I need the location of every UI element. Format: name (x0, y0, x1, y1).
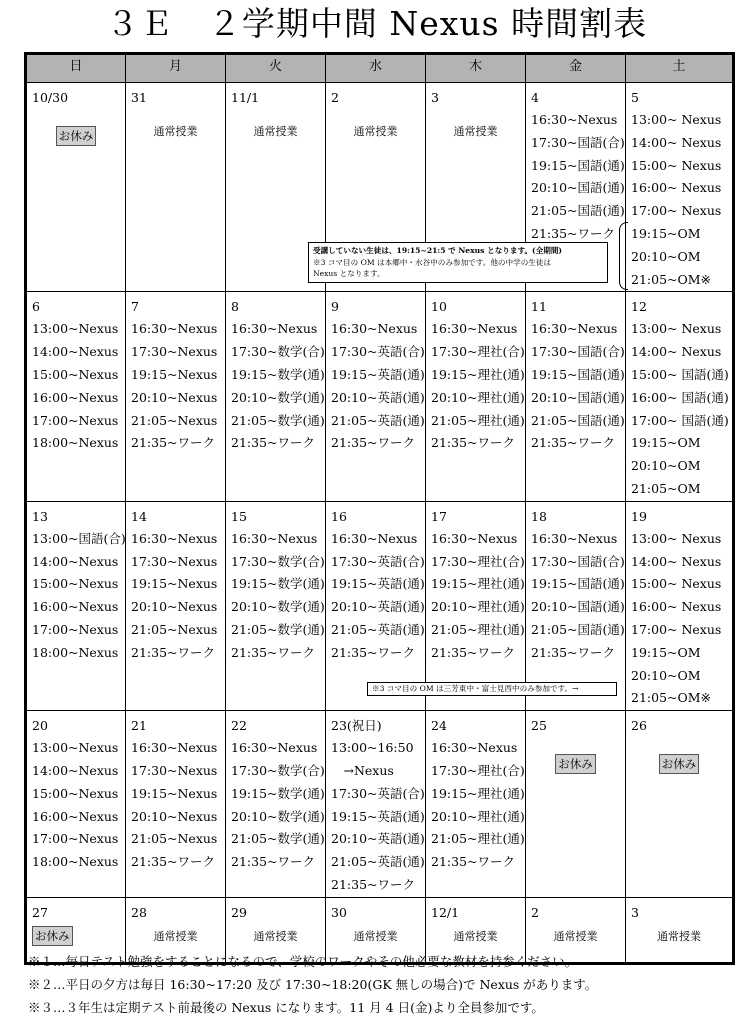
weekday-sun: 日 (26, 54, 126, 83)
schedule-entry: 21:05~Nexus (131, 412, 218, 428)
schedule-entry: 17:30~理社(合) (431, 553, 525, 569)
schedule-entry: 16:30~Nexus (231, 740, 318, 756)
day-cell (226, 711, 326, 898)
schedule-entry: 19:15~Nexus (131, 366, 218, 382)
day-cell (326, 501, 426, 710)
day-date: 22 (231, 718, 247, 734)
day-date: 30 (331, 904, 347, 920)
schedule-entry: 14:00~Nexus (32, 762, 119, 778)
normal-class-label: 通常授業 (553, 929, 598, 943)
normal-class-label: 通常授業 (153, 929, 198, 943)
schedule-entry: 13:00~ Nexus (631, 112, 722, 127)
day-cell (626, 711, 734, 898)
day-cell (626, 292, 734, 501)
schedule-entry: 19:15~Nexus (131, 576, 218, 592)
page-title: ３Ｅ ２学期中間 Nexus 時間割表 (105, 4, 648, 43)
schedule-entry: 19:15~Nexus (131, 785, 218, 801)
schedule-entry: 20:10~英語(通) (331, 831, 425, 847)
schedule-entry: 16:30~Nexus (131, 321, 218, 337)
day-cell (226, 292, 326, 501)
schedule-entry: 15:00~ 国語(通) (631, 366, 729, 382)
schedule-entry: →Nexus (331, 762, 394, 778)
day-date: 28 (131, 904, 147, 920)
om-bracket (619, 222, 628, 290)
day-date: 19 (631, 508, 647, 524)
schedule-entry: 20:10~数学(通) (231, 808, 325, 824)
schedule-entry: 21:35~ワーク (331, 644, 415, 660)
schedule-entry: 19:15~理社(通) (431, 366, 525, 382)
schedule-entry: 13:00~Nexus (32, 740, 119, 756)
weekday-thu: 木 (426, 54, 526, 83)
schedule-entry: 21:35~ワーク (331, 435, 415, 451)
schedule-entry: 18:00~Nexus (32, 644, 119, 660)
day-date: 2 (331, 90, 339, 105)
normal-class-label: 通常授業 (353, 929, 398, 943)
schedule-entry: 16:30~Nexus (131, 740, 218, 756)
schedule-entry: 21:05~OM (631, 480, 701, 496)
schedule-entry: 16:30~Nexus (531, 321, 618, 337)
schedule-entry: 17:30~国語(合) (531, 134, 625, 150)
schedule-entry: 14:00~Nexus (32, 344, 119, 360)
schedule-entry: 14:00~ Nexus (631, 344, 722, 360)
schedule-entry: 20:10~国語(通) (531, 389, 625, 405)
normal-class-label: 通常授業 (453, 929, 498, 943)
schedule-entry: 16:00~ Nexus (631, 599, 722, 615)
day-date: 15 (231, 508, 247, 524)
schedule-entry: 17:30~英語(合) (331, 344, 425, 360)
schedule-entry: 16:30~Nexus (531, 112, 618, 127)
day-date: 27 (32, 904, 48, 920)
day-date: 9 (331, 299, 339, 315)
day-cell (126, 83, 226, 292)
day-date: 21 (131, 718, 147, 734)
weekday-mon: 月 (126, 54, 226, 83)
day-cell (426, 501, 526, 710)
normal-class-label: 通常授業 (153, 125, 198, 138)
schedule-entry: 16:30~Nexus (431, 530, 518, 546)
schedule-entry: 13:00~ Nexus (631, 321, 722, 337)
schedule-entry: 16:30~Nexus (431, 740, 518, 756)
day-cell (26, 83, 126, 292)
day-cell (326, 711, 426, 898)
schedule-entry: 16:30~Nexus (131, 530, 218, 546)
day-date: 13 (32, 508, 48, 524)
footnote-1: ※１…毎日テスト勉強をすることになるので、学校のワークやその他必要な教材を持参ください。 (28, 954, 578, 969)
schedule-entry: 21:35~ワーク (131, 644, 215, 660)
schedule-entry: 17:30~数学(合) (231, 344, 325, 360)
schedule-entry: 21:35~ワーク (331, 876, 415, 892)
day-cell (426, 711, 526, 898)
schedule-entry: 21:35~ワーク (531, 644, 615, 660)
schedule-entry: 13:00~国語(合) (32, 530, 126, 546)
day-cell (626, 501, 734, 710)
schedule-entry: 21:35~ワーク (231, 644, 315, 660)
schedule-entry: 20:10~数学(通) (231, 599, 325, 615)
schedule-entry: 13:00~Nexus (32, 321, 119, 337)
timetable (24, 52, 735, 965)
schedule-entry: 21:05~OM※ (631, 271, 712, 287)
day-date: 10 (431, 299, 447, 315)
schedule-entry: 17:30~Nexus (131, 553, 218, 569)
schedule-entry: 17:30~数学(合) (231, 762, 325, 778)
schedule-entry: 19:15~英語(通) (331, 576, 425, 592)
week-row (26, 711, 734, 898)
schedule-entry: 21:35~ワーク (131, 435, 215, 451)
day-date: 3 (631, 904, 639, 920)
schedule-entry: 21:35~ワーク (131, 854, 215, 870)
schedule-entry: 21:05~数学(通) (231, 412, 325, 428)
schedule-entry: 19:15~OM (631, 644, 701, 660)
schedule-entry: 21:05~国語(通) (531, 412, 625, 428)
day-date: 7 (131, 299, 139, 315)
day-date: 4 (531, 90, 539, 105)
footnote-3: ※３…３年生は定期テスト前最後の Nexus になります。11 月 4 日(金)より全員参加です。 (28, 1000, 544, 1015)
schedule-entry: 16:00~Nexus (32, 389, 119, 405)
schedule-entry: 19:15~国語(通) (531, 157, 625, 173)
schedule-entry: 21:35~ワーク (431, 854, 515, 870)
day-date: 5 (631, 90, 639, 105)
schedule-entry: 19:15~国語(通) (531, 366, 625, 382)
schedule-entry: 20:10~国語(通) (531, 599, 625, 615)
schedule-entry: 21:05~理社(通) (431, 831, 525, 847)
schedule-entry: 17:30~数学(合) (231, 553, 325, 569)
day-date: 20 (32, 718, 48, 734)
schedule-entry: 13:00~16:50 (331, 740, 414, 756)
schedule-entry: 21:05~英語(通) (331, 621, 425, 637)
schedule-entry: 18:00~Nexus (32, 435, 119, 451)
schedule-entry: 21:05~英語(通) (331, 412, 425, 428)
day-date: 23(祝日) (331, 718, 382, 734)
schedule-entry: 20:10~英語(通) (331, 599, 425, 615)
schedule-entry: 21:05~数学(通) (231, 621, 325, 637)
schedule-entry: 21:05~数学(通) (231, 831, 325, 847)
day-date: 16 (331, 508, 347, 524)
schedule-entry: 21:05~国語(通) (531, 621, 625, 637)
schedule-entry: 21:05~Nexus (131, 621, 218, 637)
day-date: 24 (431, 718, 447, 734)
schedule-entry: 19:15~理社(通) (431, 576, 525, 592)
weekday-tue: 火 (226, 54, 326, 83)
schedule-entry: 15:00~ Nexus (631, 576, 722, 592)
day-date: 11 (531, 299, 547, 315)
schedule-entry: 17:30~理社(合) (431, 344, 525, 360)
schedule-entry: 17:30~国語(合) (531, 344, 625, 360)
note-week1-line2: ※3 コマ目の OM は本郷中・水谷中のみ参加です。他の中学の生徒は (313, 257, 552, 267)
weekday-fri: 金 (526, 54, 626, 83)
note-week1-line1: 受講していない生徒は、19:15~21:5 で Nexus となります。(全期間) (313, 246, 563, 255)
day-cell (26, 711, 126, 898)
schedule-entry: 19:15~OM (631, 435, 701, 451)
schedule-entry: 20:10~OM (631, 248, 701, 264)
schedule-entry: 14:00~ Nexus (631, 134, 722, 150)
weekday-sat: 土 (626, 54, 734, 83)
day-date: 31 (131, 90, 147, 105)
day-cell (526, 711, 626, 898)
schedule-entry: 19:15~英語(通) (331, 366, 425, 382)
schedule-entry: 20:10~理社(通) (431, 808, 525, 824)
schedule-entry: 17:00~ Nexus (631, 203, 722, 219)
day-date: 12/1 (431, 904, 460, 920)
day-cell (526, 292, 626, 501)
day-date: 10/30 (32, 90, 69, 105)
schedule-entry: 19:15~数学(通) (231, 785, 325, 801)
note-week1 (308, 242, 608, 283)
day-date: 8 (231, 299, 239, 315)
schedule-entry: 19:15~数学(通) (231, 366, 325, 382)
schedule-entry: 20:10~Nexus (131, 389, 218, 405)
schedule-entry: 16:00~Nexus (32, 808, 119, 824)
day-date: 29 (231, 904, 247, 920)
schedule-entry: 19:15~国語(通) (531, 576, 625, 592)
schedule-entry: 20:10~OM (631, 458, 701, 474)
schedule-entry: 16:30~Nexus (331, 321, 418, 337)
normal-class-label: 通常授業 (657, 929, 701, 943)
note-week3: ※3 コマ目の OM は三芳東中・富士見西中のみ参加です。→ (367, 682, 617, 696)
day-cell (426, 292, 526, 501)
day-cell (226, 501, 326, 710)
schedule-entry: 21:05~理社(通) (431, 621, 525, 637)
day-cell (526, 501, 626, 710)
normal-class-label: 通常授業 (253, 125, 298, 138)
schedule-entry: 21:35~ワーク (231, 435, 315, 451)
day-cell (626, 897, 734, 963)
schedule-entry: 20:10~数学(通) (231, 389, 325, 405)
schedule-entry: 17:30~英語(合) (331, 785, 425, 801)
schedule-entry: 19:15~英語(通) (331, 808, 425, 824)
schedule-entry: 21:05~英語(通) (331, 854, 425, 870)
schedule-entry: 16:30~Nexus (231, 321, 318, 337)
week-row (26, 292, 734, 501)
schedule-entry: 18:00~Nexus (32, 854, 119, 870)
schedule-entry: 16:00~ Nexus (631, 180, 722, 196)
schedule-entry: 17:30~Nexus (131, 762, 218, 778)
schedule-entry: 21:05~OM※ (631, 690, 712, 706)
schedule-entry: 17:00~Nexus (32, 831, 119, 847)
day-cell (126, 292, 226, 501)
schedule-entry: 16:30~Nexus (231, 530, 318, 546)
normal-class-label: 通常授業 (353, 125, 398, 138)
normal-class-label: 通常授業 (253, 929, 298, 943)
schedule-entry: 21:35~ワーク (531, 225, 615, 241)
day-cell (626, 83, 734, 292)
day-cell (326, 292, 426, 501)
schedule-entry: 17:00~Nexus (32, 621, 119, 637)
schedule-entry: 13:00~ Nexus (631, 530, 722, 546)
day-date: 11/1 (231, 90, 260, 105)
schedule-entry: 21:05~Nexus (131, 831, 218, 847)
day-cell (126, 711, 226, 898)
schedule-entry: 21:05~理社(通) (431, 412, 525, 428)
schedule-entry: 20:10~理社(通) (431, 599, 525, 615)
schedule-entry: 17:00~Nexus (32, 412, 119, 428)
day-off-badge: お休み (555, 754, 596, 774)
normal-class-label: 通常授業 (453, 125, 498, 138)
schedule-entry: 20:10~Nexus (131, 599, 218, 615)
schedule-entry: 16:30~Nexus (531, 530, 618, 546)
schedule-entry: 20:10~Nexus (131, 808, 218, 824)
day-cell (26, 292, 126, 501)
schedule-entry: 14:00~ Nexus (631, 553, 722, 569)
schedule-entry: 16:30~Nexus (431, 321, 518, 337)
schedule-entry: 20:10~国語(通) (531, 180, 625, 196)
schedule-entry: 14:00~Nexus (32, 553, 119, 569)
day-date: 25 (531, 718, 547, 734)
schedule-entry: 20:10~OM (631, 667, 701, 683)
schedule-entry: 19:15~理社(通) (431, 785, 525, 801)
schedule-entry: 21:05~国語(通) (531, 203, 625, 219)
schedule-entry: 21:35~ワーク (231, 854, 315, 870)
day-date: 3 (431, 90, 439, 105)
schedule-entry: 16:00~Nexus (32, 599, 119, 615)
schedule-entry: 17:00~ 国語(通) (631, 412, 729, 428)
schedule-entry: 17:30~英語(合) (331, 553, 425, 569)
schedule-entry: 16:30~Nexus (331, 530, 418, 546)
schedule-entry: 19:15~数学(通) (231, 576, 325, 592)
schedule-entry: 17:30~Nexus (131, 344, 218, 360)
schedule-entry: 19:15~OM (631, 225, 701, 241)
day-date: 12 (631, 299, 647, 315)
schedule-entry: 20:10~理社(通) (431, 389, 525, 405)
schedule-entry: 21:35~ワーク (431, 435, 515, 451)
footnote-2: ※２…平日の夕方は毎日 16:30~17:20 及び 17:30~18:20(GK 無しの場合)で Nexus があります。 (28, 977, 598, 992)
day-cell (26, 501, 126, 710)
schedule-entry: 17:00~ Nexus (631, 621, 722, 637)
schedule-entry: 17:30~国語(合) (531, 553, 625, 569)
schedule-entry: 20:10~英語(通) (331, 389, 425, 405)
day-date: 17 (431, 508, 447, 524)
schedule-entry: 21:35~ワーク (431, 644, 515, 660)
weekday-wed: 水 (326, 54, 426, 83)
day-cell (126, 501, 226, 710)
day-date: 18 (531, 508, 547, 524)
schedule-entry: 15:00~ Nexus (631, 157, 722, 173)
note-week1-line3: Nexus となります。 (313, 269, 385, 278)
schedule-entry: 17:30~理社(合) (431, 762, 525, 778)
schedule-entry: 15:00~Nexus (32, 576, 119, 592)
day-date: 14 (131, 508, 147, 524)
schedule-entry: 16:00~ 国語(通) (631, 389, 729, 405)
day-off-badge: お休み (56, 126, 97, 146)
schedule-entry: 21:35~ワーク (531, 435, 615, 451)
day-off-badge: お休み (659, 754, 700, 774)
weekday-header-row (26, 54, 734, 83)
schedule-entry: 15:00~Nexus (32, 366, 119, 382)
schedule-entry: 15:00~Nexus (32, 785, 119, 801)
day-off-badge: お休み (32, 926, 73, 946)
day-date: 2 (531, 904, 539, 920)
week-row (26, 501, 734, 710)
day-date: 26 (631, 718, 647, 734)
day-date: 6 (32, 299, 40, 315)
